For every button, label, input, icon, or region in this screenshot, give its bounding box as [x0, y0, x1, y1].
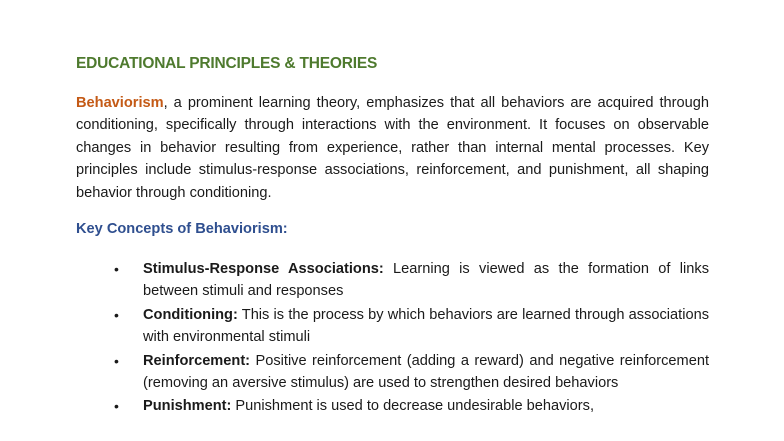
list-item	[76, 350, 709, 395]
concept-list	[76, 258, 709, 419]
list-item	[76, 304, 709, 349]
bullet-icon: •	[114, 261, 119, 277]
bullet-icon: •	[114, 398, 119, 415]
concept-name: Reinforcement:	[143, 352, 251, 369]
sub-heading: Key Concepts of Behaviorism:	[76, 221, 288, 237]
concept-name: Punishment:	[143, 398, 232, 415]
intro-paragraph	[76, 92, 709, 204]
highlighted-term: Behaviorism	[76, 95, 164, 111]
concept-text: Positive reinforcement (adding a reward) and negative reinforcement (removing an aversive stimulus) are used to strengthen desired behaviors	[143, 352, 709, 392]
concept-text: Punishment is used to decrease undesirable behaviors,	[231, 398, 595, 415]
section-heading: EDUCATIONAL PRINCIPLES & THEORIES	[76, 55, 378, 72]
bullet-icon: •	[114, 352, 119, 369]
concept-name: Conditioning:	[143, 306, 238, 323]
concept-name: Stimulus-Response Associations:	[143, 261, 384, 277]
intro-text: , a prominent learning theory, emphasizes that all behaviors are acquired through conditioning, specifically through interactions with the environment. It focuses on observable changes in behavior resulting from experience, rather than internal mental processes. Key principles include stimulus-response associations, reinforcement, and punishment, all shaping behavior through conditioning.	[76, 95, 709, 201]
concept-text: This is the process by which behaviors are learned through associations with environmental stimuli	[143, 306, 709, 346]
list-item	[76, 395, 709, 417]
concept-text: Learning is viewed as the formation of links between stimuli and responses	[143, 261, 709, 300]
list-item	[76, 258, 709, 303]
bullet-icon: •	[114, 306, 119, 323]
